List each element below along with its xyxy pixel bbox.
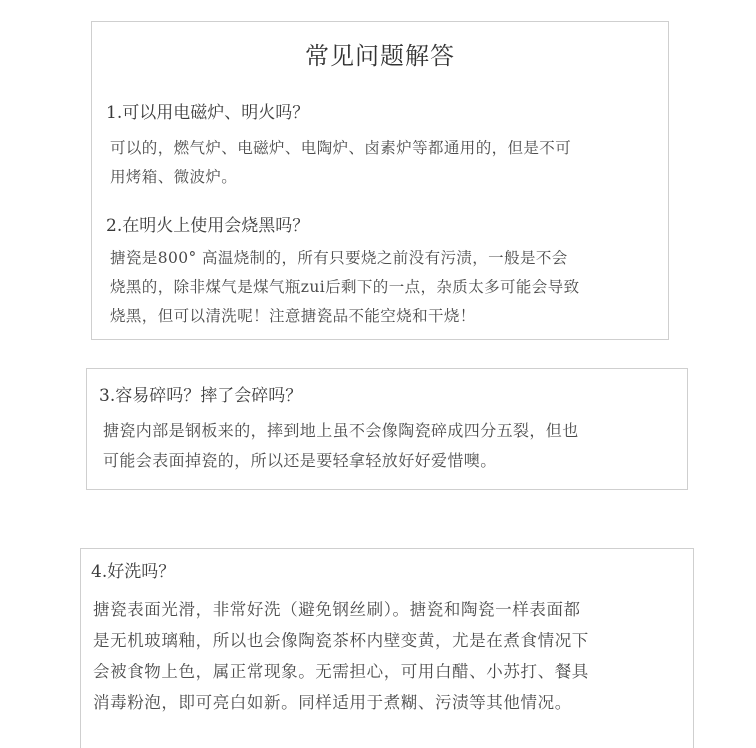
question-3: 3.容易碎吗？摔了会碎吗？ <box>99 386 303 406</box>
answer-1-line: 用烤箱、微波炉。 <box>110 168 238 186</box>
answer-3 <box>103 416 579 476</box>
faq-title: 常见问题解答 <box>305 42 455 70</box>
answer-2-line: 搪瓷是800° 高温烧制的，所有只要烧之前没有污渍，一般是不会 <box>110 249 568 267</box>
answer-1 <box>110 134 571 192</box>
question-4: 4.好洗吗？ <box>91 562 176 582</box>
answer-4-line: 是无机玻璃釉，所以也会像陶瓷茶杯内壁变黄，尤是在煮食情况下 <box>93 631 589 650</box>
faq-card-3 <box>80 548 694 748</box>
question-2: 2.在明火上使用会烧黑吗？ <box>106 216 310 236</box>
answer-4-line: 消毒粉泡，即可亮白如新。同样适用于煮糊、污渍等其他情况。 <box>93 693 572 712</box>
answer-4-line: 搪瓷表面光滑，非常好洗（避免钢丝刷）。搪瓷和陶瓷一样表面都 <box>93 600 581 619</box>
question-1: 1.可以用电磁炉、明火吗？ <box>106 103 310 123</box>
answer-4 <box>93 594 589 718</box>
answer-3-line: 可能会表面掉瓷的，所以还是要轻拿轻放好好爱惜噢。 <box>103 451 497 470</box>
faq-card-2 <box>86 368 688 490</box>
answer-2 <box>110 244 580 331</box>
answer-2-line: 烧黑的，除非煤气是煤气瓶zui后剩下的一点，杂质太多可能会导致 <box>110 278 580 296</box>
answer-1-line: 可以的，燃气炉、电磁炉、电陶炉、卤素炉等都通用的，但是不可 <box>110 139 572 157</box>
faq-card-1 <box>91 21 669 340</box>
answer-4-line: 会被食物上色，属正常现象。无需担心，可用白醋、小苏打、餐具 <box>93 662 589 681</box>
answer-3-line: 搪瓷内部是钢板来的，摔到地上虽不会像陶瓷碎成四分五裂，但也 <box>103 421 579 440</box>
answer-2-line: 烧黑，但可以清洗呢！注意搪瓷品不能空烧和干烧！ <box>110 307 476 325</box>
